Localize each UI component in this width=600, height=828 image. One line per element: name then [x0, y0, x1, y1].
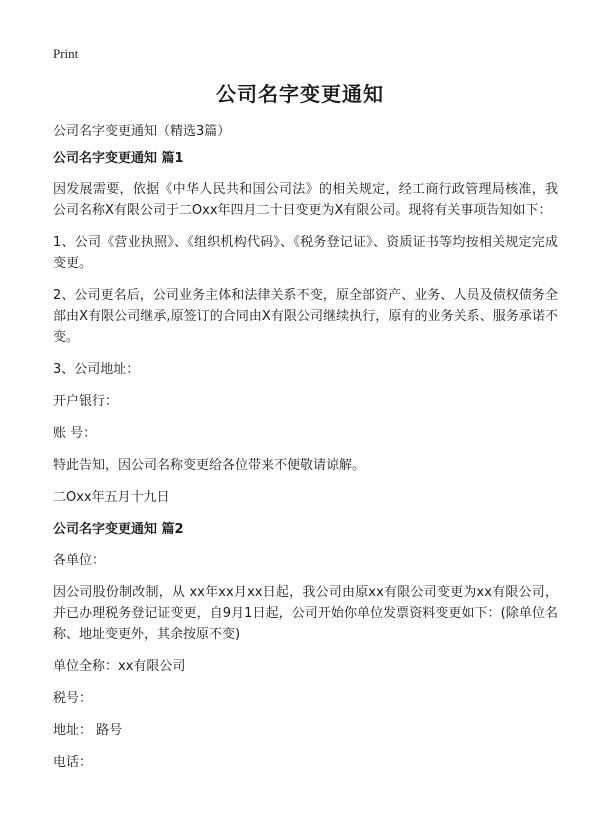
article-1-paragraph: 账 号： — [53, 426, 97, 441]
page-title: 公司名字变更通知 — [216, 82, 384, 106]
article-1-paragraph: 因发展需要，依据《中华人民共和国公司法》的相关规定，经工商行政管理局核准，我公司名称X有限公司于二Oxx年四月二十日变更为X有限公司。现将有关事项告知如下： — [53, 182, 558, 218]
document-subtitle: 公司名字变更通知（精选3篇） — [53, 124, 231, 139]
document-body — [53, 148, 558, 784]
article-2-paragraph: 税号： — [53, 691, 93, 706]
print-link[interactable]: Print — [53, 46, 79, 61]
article-1-heading: 公司名字变更通知 篇1 — [53, 151, 184, 166]
article-2-paragraph: 各单位： — [53, 553, 106, 568]
article-1-date: 二Oxx年五月十九日 — [53, 490, 170, 505]
article-1-paragraph: 开户银行： — [53, 394, 119, 409]
article-2-paragraph: 电话： — [53, 755, 93, 770]
article-1-paragraph: 1、公司《营业执照》、《组织机构代码》、《税务登记证》、资质证书等均按相关规定完成变更。 — [53, 235, 558, 271]
article-1-paragraph: 特此告知，因公司名称变更给各位带来不便敬请谅解。 — [53, 458, 366, 473]
article-1-paragraph: 2、公司更名后，公司业务主体和法律关系不变，原全部资产、业务、人员及债权债务全部由X有限公司继承,原签订的合同由X有限公司继续执行，原有的业务关系、服务承诺不变。 — [53, 288, 558, 345]
article-2-paragraph: 因公司股份制改制，从 xx年xx月xx日起，我公司由原xx有限公司变更为xx有限公司，并已办理税务登记证变更，自9月1日起，公司开始你单位发票资料变更如下：(除单位名称、地址变更外，其余按原不变) — [53, 585, 558, 642]
article-1-paragraph: 3、公司地址： — [53, 362, 140, 377]
article-2-paragraph: 地址： 路号 — [53, 723, 123, 738]
article-2-heading: 公司名字变更通知 篇2 — [53, 522, 184, 537]
article-2-paragraph: 单位全称：xx有限公司 — [53, 659, 186, 674]
